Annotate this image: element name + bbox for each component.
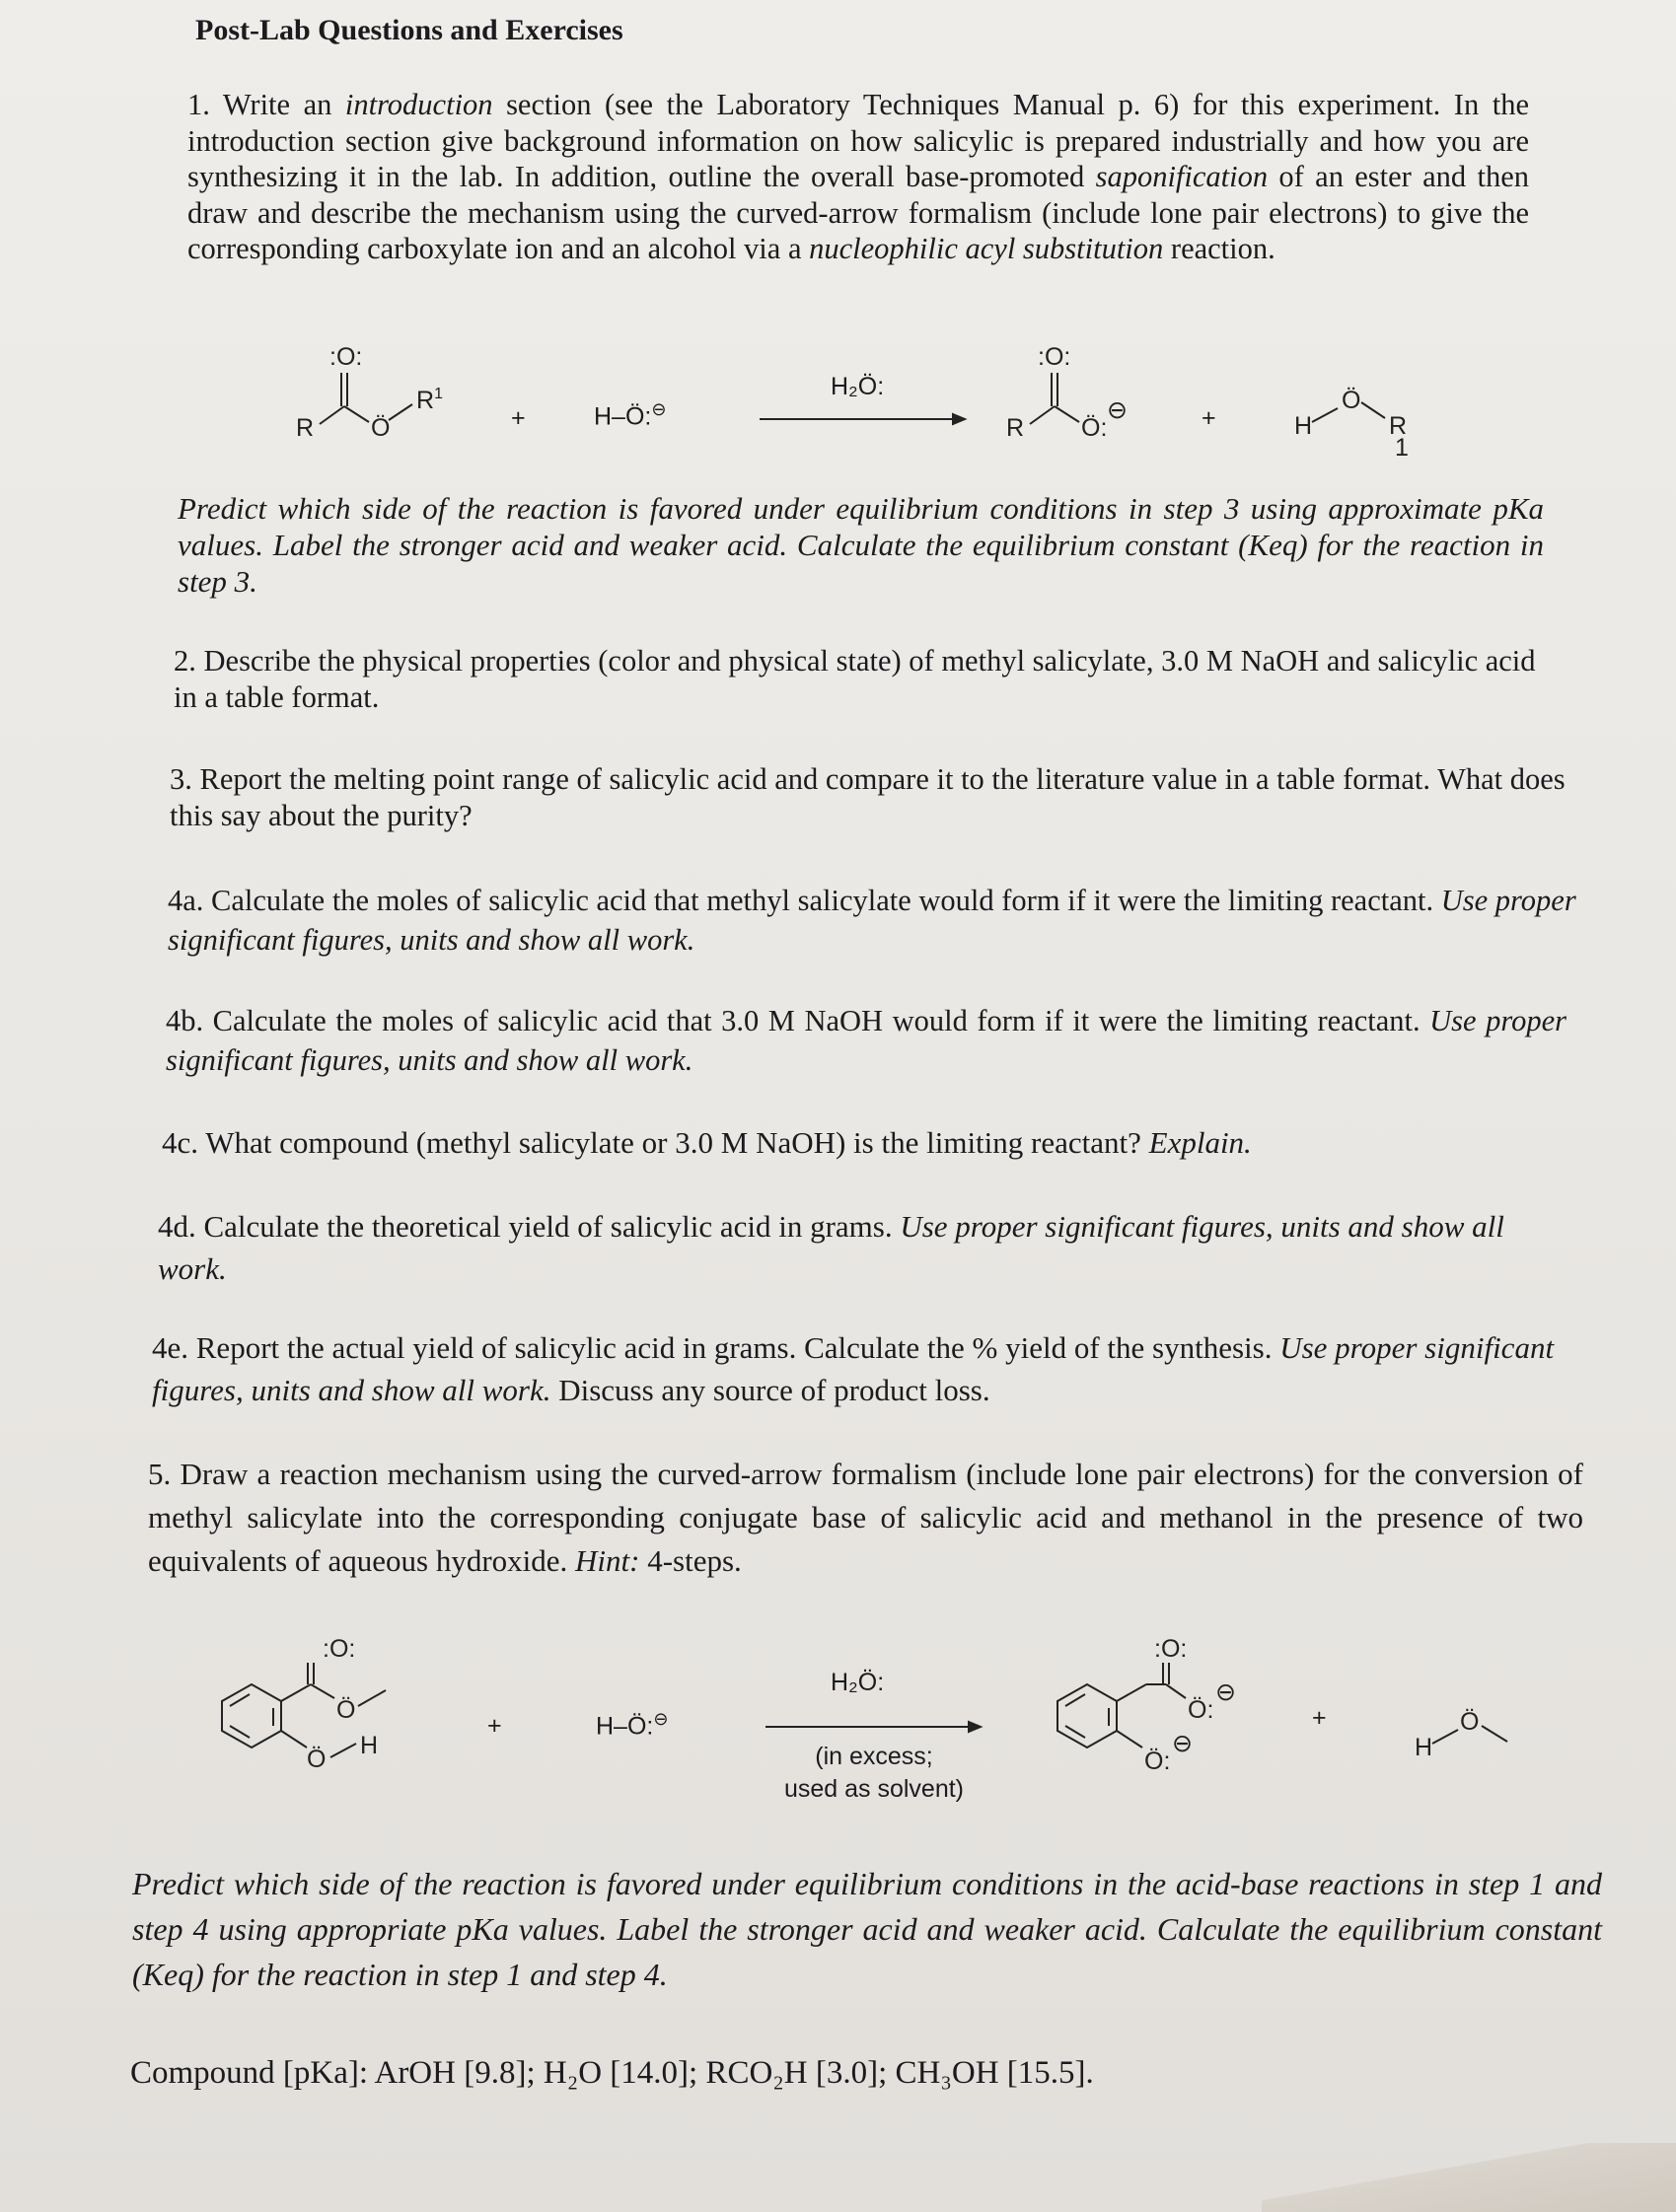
- condition-line-1: (in excess;: [815, 1743, 933, 1770]
- condition-line-2: used as solvent): [783, 1775, 965, 1803]
- q4b-emphasis: Use proper significant figures, units and show all work.: [166, 1004, 1567, 1077]
- negative-charge-icon: ⊖: [1215, 1678, 1236, 1706]
- q4b-text: 4b. Calculate the moles of salicylic acid that 3.0 M NaOH would form if it were the limiting reactant.: [166, 1004, 1430, 1037]
- ester-oxygen-label: Ö: [371, 414, 391, 442]
- r-group-label: R: [296, 414, 315, 442]
- negative-charge-icon: ⊖: [1107, 396, 1128, 424]
- phenol-h-label: H: [360, 1732, 379, 1759]
- question-4b: [166, 1001, 1567, 1080]
- carboxylate-carbonyl-oxygen: :O:: [1154, 1635, 1188, 1663]
- alcohol-r-subscript: 1: [1395, 434, 1409, 462]
- q1-em-saponification: saponification: [1095, 160, 1269, 193]
- page-title: Post-Lab Questions and Exercises: [195, 14, 623, 46]
- methanol-structure: [1411, 1694, 1549, 1783]
- plus-sign: +: [511, 404, 526, 432]
- q4e-tail: Discuss any source of product loss.: [550, 1373, 990, 1407]
- q1-text-d: reaction.: [1163, 232, 1275, 265]
- question-4c: [162, 1124, 1582, 1162]
- question-1: [187, 87, 1529, 267]
- methanol-h-label: H: [1415, 1734, 1433, 1761]
- reaction-conditions: [746, 1741, 1002, 1806]
- hydroxide-ion: [596, 1709, 668, 1741]
- q4d-emphasis: Use proper significant figures, units and show all work.: [158, 1209, 1504, 1286]
- hydroxide-label: H–Ö:: [596, 1712, 654, 1741]
- plus-sign: +: [1202, 404, 1216, 432]
- salicylate-dianion-structure: [1048, 1627, 1275, 1805]
- reaction-arrow-1: [760, 412, 967, 426]
- hydroxide-ion: [594, 399, 666, 431]
- question-3: 3. Report the melting point range of salicylic acid and compare it to the literature value in a table format. What does this say about the purity?: [170, 762, 1566, 832]
- question-4d: [158, 1205, 1578, 1290]
- q4a-emphasis: Use proper significant figures, units and show all work.: [168, 884, 1576, 957]
- torn-paper-edge: [1262, 2143, 1676, 2212]
- q4c-text: 4c. What compound (methyl salicylate or 3.0 M NaOH) is the limiting reactant?: [162, 1125, 1149, 1160]
- q1-em-introduction: introduction: [344, 88, 493, 121]
- question-4a: [168, 881, 1578, 960]
- carboxylate-oxygen-label: Ö:: [1188, 1696, 1214, 1724]
- alcohol-structure: [1290, 367, 1448, 465]
- predict-instructions-1: Predict which side of the reaction is favored under equilibrium conditions in step 3 using approximate pKa values. Label the stronger acid and weaker acid. Calculate the equilibrium constant (Keq) for the reaction in step 3.: [178, 491, 1544, 599]
- reagent-label: H₂Ö:: [831, 1669, 885, 1696]
- q4c-emphasis: Explain.: [1148, 1125, 1252, 1160]
- q4a-text: 4a. Calculate the moles of salicylic acid that methyl salicylate would form if it were the limiting reactant.: [168, 884, 1441, 917]
- alcohol-r-label: R: [1389, 412, 1408, 440]
- q5-text: 5. Draw a reaction mechanism using the curved-arrow formalism (include lone pair electrons) for the conversion of methyl salicylate into the corresponding conjugate base of salicylic acid and methanol in the presence of two equivalents of aqueous hydroxide.: [148, 1457, 1583, 1578]
- carboxylate-structure: [1006, 335, 1194, 464]
- q5-tail: 4-steps.: [639, 1543, 742, 1578]
- negative-charge-icon: ⊖: [653, 1709, 669, 1729]
- phenoxide-oxygen-label: Ö:: [1144, 1748, 1171, 1775]
- hydroxide-label: H–Ö:: [594, 402, 652, 431]
- question-5: [148, 1453, 1583, 1583]
- alcohol-h-label: H: [1294, 412, 1313, 440]
- negative-charge-icon: ⊖: [1172, 1730, 1193, 1757]
- pka-reference-line: Compound [pKa]: ArOH [9.8]; H₂O [14.0]; RCO₂H [3.0]; CH₃OH [15.5].: [130, 2055, 1094, 2091]
- q4e-emphasis: Use proper significant figures, units and show all work.: [152, 1330, 1555, 1407]
- carbonyl-oxygen-label: :O:: [323, 1635, 356, 1663]
- q1-text-b: section (see the Laboratory Techniques Manual p. 6) for this experiment. In the introduction section give background information on how salicylic is prepared industrially and how you are synthesizing it in the lab. In addition, outline the overall base-promoted: [187, 88, 1529, 193]
- q5-hint: Hint:: [575, 1543, 640, 1578]
- q4d-text: 4d. Calculate the theoretical yield of salicylic acid in grams.: [158, 1209, 901, 1244]
- q1-em-nas: nucleophilic acyl substitution: [809, 232, 1164, 265]
- ester-structure: [296, 335, 474, 464]
- alcohol-oxygen-label: Ö: [1342, 387, 1361, 414]
- carboxylate-carbonyl-oxygen: :O:: [1038, 343, 1071, 371]
- carboxylate-oxygen-label: Ö:: [1081, 414, 1108, 442]
- plus-sign: +: [1312, 1704, 1327, 1732]
- question-4e: [152, 1326, 1592, 1411]
- reagent-label: H₂Ö:: [831, 373, 885, 400]
- r1-group-label: $R^1$: [416, 386, 443, 414]
- carbonyl-oxygen-label: :O:: [329, 343, 363, 371]
- question-2: 2. Describe the physical properties (color and physical state) of methyl salicylate, 3.0 M NaOH and salicylic acid in a table format.: [174, 644, 1536, 714]
- methyl-salicylate-structure: [212, 1627, 439, 1805]
- phenol-oxygen-label: Ö: [307, 1746, 327, 1773]
- q1-text-a: 1. Write an: [187, 88, 345, 121]
- plus-sign: +: [487, 1712, 502, 1740]
- predict-instructions-2: Predict which side of the reaction is favored under equilibrium conditions in the acid-base reactions in step 1 and step 4 using appropriate pKa values. Label the stronger acid and weaker acid. Calculate the equilibrium constant (Keq) for the reaction in step 1 and step 4.: [132, 1866, 1602, 1992]
- carboxylate-r-label: R: [1006, 414, 1025, 442]
- reaction-arrow-2: [765, 1720, 983, 1734]
- negative-charge-icon: ⊖: [651, 399, 667, 419]
- ester-oxygen-label: Ö: [336, 1696, 356, 1724]
- methanol-oxygen-label: Ö: [1460, 1708, 1480, 1736]
- q4e-text: 4e. Report the actual yield of salicylic acid in grams. Calculate the % yield of the synthesis.: [152, 1330, 1280, 1365]
- q1-text-c: of an ester and then draw and describe the mechanism using the curved-arrow formalism (include lone pair electrons) to give the corresponding carboxylate ion and an alcohol via a: [187, 160, 1529, 265]
